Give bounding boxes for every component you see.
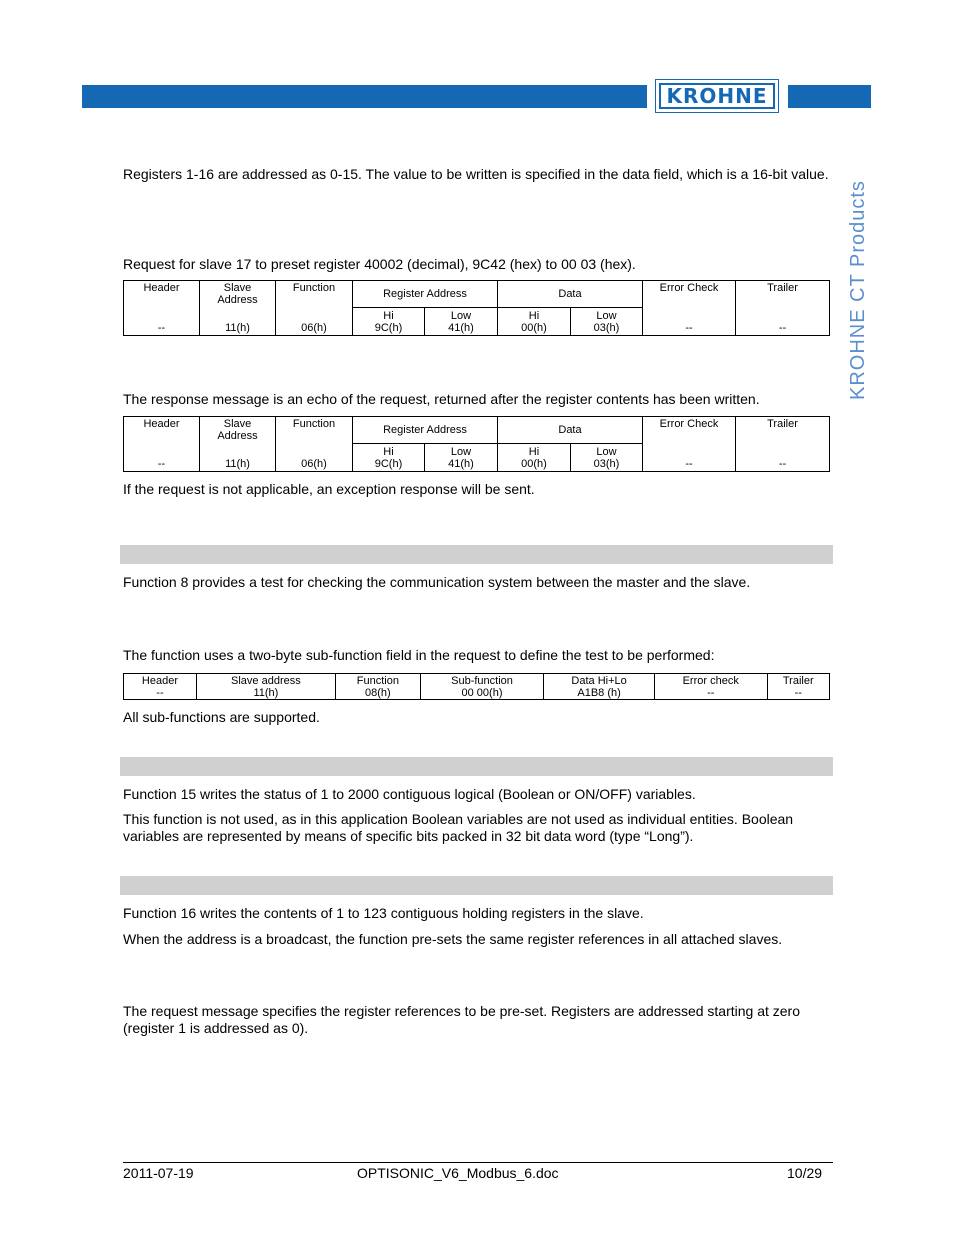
paragraph-all-subfunctions: All sub-functions are supported. — [123, 709, 320, 725]
cell-header: Header -- — [124, 417, 200, 472]
cell-error-check: Error Check -- — [643, 281, 736, 336]
cell-data-hi: Hi 00(h) — [498, 444, 571, 472]
cell-reg-low: Low 41(h) — [425, 444, 498, 472]
diag-cell-trailer: Trailer -- — [767, 674, 830, 700]
cell-reg-low: Low 41(h) — [425, 308, 498, 336]
paragraph-registers: Registers 1-16 are addressed as 0-15. The value to be written is specified in the data field, which is a 16-bit value. — [123, 166, 829, 182]
footer-date: 2011-07-19 — [123, 1165, 194, 1181]
cell-slave: Slave Address 11(h) — [200, 417, 276, 472]
cell-reg-hi: Hi 9C(h) — [353, 444, 425, 472]
footer-page-number: 10/29 — [787, 1165, 823, 1181]
footer-divider — [123, 1162, 833, 1163]
cell-trailer: Trailer -- — [736, 281, 830, 336]
logo-text: KROHNE — [659, 83, 775, 109]
diagnostics-table — [123, 673, 830, 700]
section-heading-bar — [120, 876, 833, 895]
cell-slave: Slave Address 11(h) — [200, 281, 276, 336]
paragraph-function15-note: This function is not used, as in this application Boolean variables are not used as individual entities. Boolean variables are represented by means of specific bits packed in 32 bit data word (type “Long”). — [123, 811, 794, 844]
cell-data-low: Low 03(h) — [571, 444, 643, 472]
cell-trailer: Trailer -- — [736, 417, 830, 472]
cell-data-low: Low 03(h) — [571, 308, 643, 336]
header-bar-right — [788, 85, 871, 108]
paragraph-exception: If the request is not applicable, an exception response will be sent. — [123, 481, 535, 497]
section-heading-bar — [120, 545, 833, 564]
diag-cell-data: Data Hi+Lo A1B8 (h) — [544, 674, 655, 700]
footer-filename: OPTISONIC_V6_Modbus_6.doc — [357, 1165, 559, 1181]
cell-reg-hi: Hi 9C(h) — [353, 308, 425, 336]
krohne-logo — [655, 79, 779, 113]
cell-function: Function 06(h) — [276, 281, 353, 336]
paragraph-function15: Function 15 writes the status of 1 to 2000 contiguous logical (Boolean or ON/OFF) variables. — [123, 786, 696, 802]
cell-data: Data — [498, 281, 643, 308]
side-label: KROHNE CT Products — [847, 180, 869, 400]
paragraph-subfunction: The function uses a two-byte sub-function field in the request to define the test to be performed: — [123, 647, 715, 663]
paragraph-function8: Function 8 provides a test for checking the communication system between the master and the slave. — [123, 574, 751, 590]
diag-cell-function: Function 08(h) — [335, 674, 420, 700]
response-table — [123, 416, 830, 472]
request-table — [123, 280, 830, 336]
section-heading-bar — [120, 757, 833, 776]
cell-function: Function 06(h) — [276, 417, 353, 472]
diag-cell-error-check: Error check -- — [654, 674, 767, 700]
paragraph-request-message: The request message specifies the register references to be pre-set. Registers are addressed starting at zero (register 1 is addressed as 0). — [123, 1003, 801, 1036]
cell-register-address: Register Address — [353, 417, 498, 444]
cell-register-address: Register Address — [353, 281, 498, 308]
diag-cell-header: Header -- — [124, 674, 197, 700]
cell-data-hi: Hi 00(h) — [498, 308, 571, 336]
cell-error-check: Error Check -- — [643, 417, 736, 472]
cell-data: Data — [498, 417, 643, 444]
diag-cell-slave: Slave address 11(h) — [196, 674, 335, 700]
header-bar — [82, 85, 647, 108]
cell-header: Header -- — [124, 281, 200, 336]
paragraph-function16: Function 16 writes the contents of 1 to 123 contiguous holding registers in the slave. — [123, 905, 644, 921]
diag-cell-subfunction: Sub-function 00 00(h) — [420, 674, 543, 700]
paragraph-request: Request for slave 17 to preset register 40002 (decimal), 9C42 (hex) to 00 03 (hex). — [123, 256, 636, 272]
paragraph-broadcast: When the address is a broadcast, the function pre-sets the same register references in all attached slaves. — [123, 931, 783, 947]
paragraph-response: The response message is an echo of the request, returned after the register contents has been written. — [123, 391, 760, 407]
